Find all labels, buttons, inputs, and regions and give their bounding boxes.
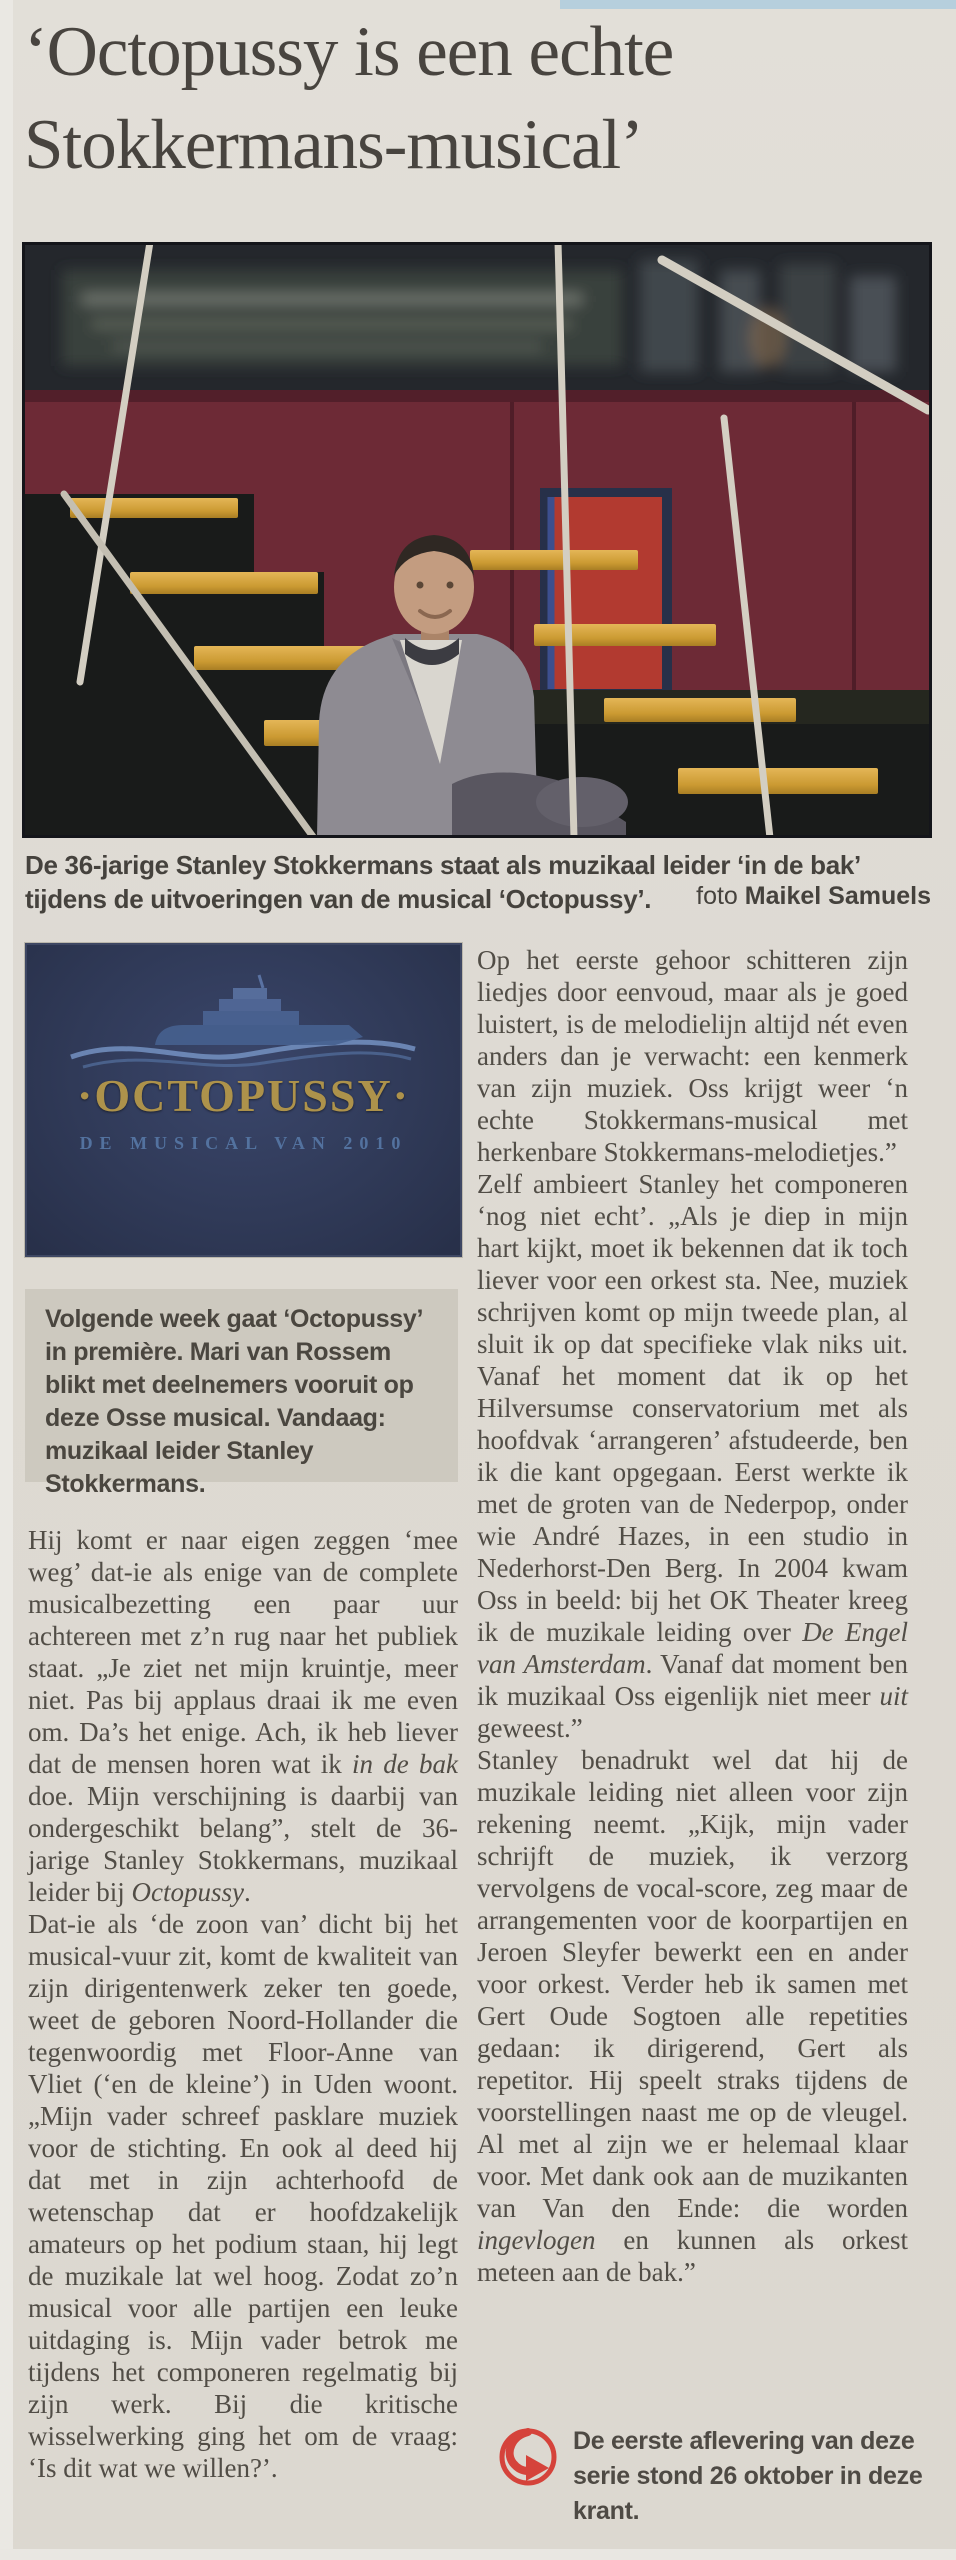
headline-line-1: ‘Octopussy is een echte — [24, 13, 674, 91]
promo-title: ·OCTOPUSSY· — [76, 1070, 411, 1121]
photo-credit-name: Maikel Samuels — [744, 882, 931, 910]
stage-stairs-photo-illustration — [22, 242, 932, 838]
article-column-left — [28, 1524, 458, 2484]
article-photo — [22, 242, 932, 838]
scan-edge-left — [0, 0, 13, 2560]
photo-credit-label: foto — [696, 882, 745, 910]
yacht-icon — [63, 973, 423, 1083]
series-note-text: De eerste aflevering van deze serie stond 26 oktober in deze krant. — [573, 2427, 923, 2525]
article-paragraph: Stanley benadrukt wel dat hij de muzikale leiding niet alleen voor zijn rekening neemt. „Kijk, mijn vader schrijft de muziek, ik verzorg vervolgens de vocal-score, zeg maar de arrangementen voor de koorpartijen en Jeroen Sleyfer bewerkt een en ander voor orkest. Verder heb ik samen met Gert Oude Sogtoen alle repetities gedaan: ik dirigerend, Gert als repetitor. Hij speelt straks tijdens de voorstellingen naast me op de vleugel. Al met al zijn we er helemaal klaar voor. Met dank ook aan de muzikanten van Van den Ende: die worden ingevlogen en kunnen als orkest meteen aan de bak.” — [477, 1745, 908, 2287]
scan-edge-bottom — [0, 2549, 956, 2560]
headline-line-2: Stokkermans-musical’ — [24, 106, 643, 184]
article-paragraph: Dat-ie als ‘de zoon van’ dicht bij het musical-vuur zit, komt de kwaliteit van zijn dirigentenwerk zeker ten goede, weet de geboren Noord-Hollander die tegenwoordig met Floor-Anne van Vliet (‘en de kleine’) in Uden woont. „Mijn vader schreef pasklare muziek voor de stichting. En ook al deed hij dat met in zijn achterhoofd de wetenschap dat er hoofdzakelijk amateurs op het podium staan, hij legt de muzikale lat wel hoog. Zodat zo’n musical voor alle partijen een leuke uitdaging is. Mijn vader betrok me tijdens het componeren regelmatig bij zijn werk. Bij die kritische wisselwerking ging het om de vraag: ‘Is dit wat we willen?’. — [28, 1909, 458, 2483]
article-column-right — [477, 944, 908, 2288]
article-intro: Volgende week gaat ‘Octopussy’ in première. Mari van Rossem blikt met deelnemers vooruit op deze Osse musical. Vandaag: muzikaal leider Stanley Stokkermans. — [25, 1289, 458, 1482]
red-circle-arrow-icon — [497, 2426, 559, 2488]
octopussy-promo-box — [25, 943, 462, 1257]
article-paragraph: Zelf ambieert Stanley het componeren ‘nog niet echt’. „Als je diep in mijn hart kijkt, moet ik bekennen dat ik toch liever voor een orkest sta. Nee, muziek schrijven komt op mijn tweede plan, al sluit ik op dat specifieke vlak niks uit. Vanaf het moment dat ik op het Hilversumse conservatorium met als hoofdvak ‘arrangeren’ afstudeerde, ben ik die kant opgegaan. Eerst werkte ik met de groten van de Nederpop, onder wie André Hazes, in een studio in Nederhorst-Den Berg. In 2004 kwam Oss in beeld: bij het OK Theater kreeg ik de muzikale leiding over De Engel van Amsterdam. Vanaf dat moment ben ik muzikaal Oss eigenlijk niet meer uit geweest.” — [477, 1169, 909, 1743]
series-note — [497, 2418, 927, 2538]
article-headline — [24, 6, 924, 192]
photo-caption: De 36-jarige Stanley Stokkermans staat als muzikaal leider ‘in de bak’ tijdens de uitvoeringen van de musical ‘Octopussy’. — [25, 850, 860, 914]
article-paragraph: Op het eerste gehoor schitteren zijn liedjes door eenvoud, maar als je goed luistert, is de melodielijn altijd nét even anders dan je verwacht: een kenmerk van zijn muziek. Oss krijgt weer ‘n echte Stokkermans-musical met herkenbare Stokkermans-melodietjes.” — [477, 945, 908, 1167]
photo-credit — [696, 882, 931, 911]
promo-subtitle: DE MUSICAL VAN 2010 — [79, 1133, 408, 1153]
article-paragraph: Hij komt er naar eigen zeggen ‘mee weg’ dat-ie als enige van de complete musicalbezetting een paar uur achtereen met z’n rug naar het publiek staat. „Je ziet net mijn kruintje, meer niet. Pas bij applaus draai ik me even om. Da’s het enige. Ach, ik heb liever dat de mensen horen wat ik in de bak doe. Mijn verschijning is daarbij van ondergeschikt belang”, stelt de 36-jarige Stanley Stokkermans, muzikaal leider bij Octopussy. — [28, 1525, 458, 1907]
photo-caption-block — [25, 848, 933, 926]
